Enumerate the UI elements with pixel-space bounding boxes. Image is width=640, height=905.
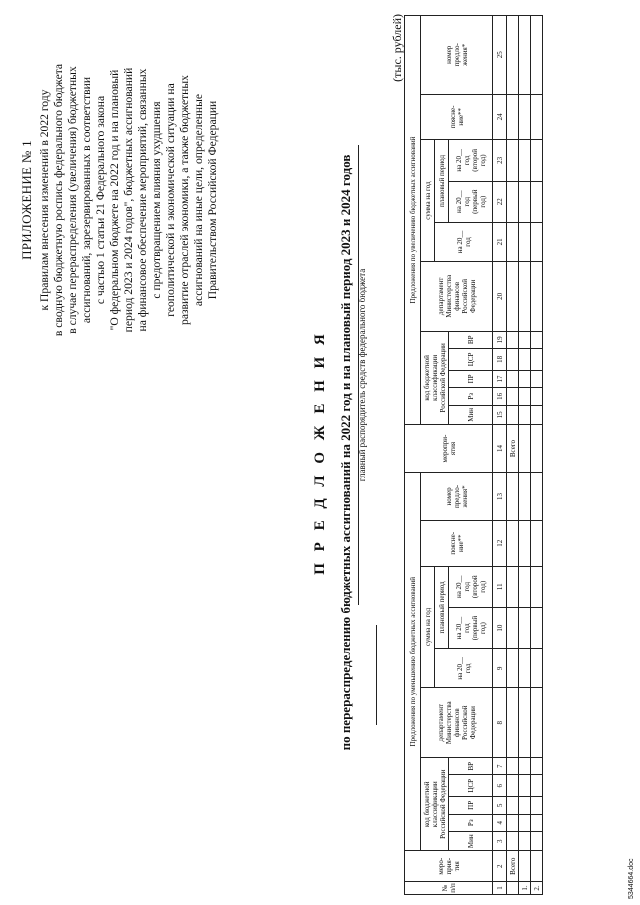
short-line [376,625,377,725]
appendix-line: ассигнований на иные цели, определенные [192,93,205,307]
header-dept-2: департамент Министерства финансов Российской Федерации [421,262,493,332]
total-label-2: Всего [507,425,519,473]
column-number: 15 [493,405,507,425]
document-subtitle: по перераспределению бюджетных ассигнований на 2022 год и на плановый период 2023 и 2024 годов [338,154,353,751]
column-number: 13 [493,472,507,520]
header-plan-year-2b: на 20__ год (второй год) [449,140,493,181]
column-number: 5 [493,797,507,814]
column-number: 20 [493,262,507,332]
header-rz: Рз [449,814,493,831]
appendix-block [20,30,220,370]
header-dept: департамент Министерства финансов Российской Федерации [421,688,493,758]
column-number: 22 [493,181,507,222]
header-kbk-2: код бюджетной классификации Российской Федерации [421,331,449,425]
document-title: П Р Е Д Л О Ж Е Н И Я [312,330,328,575]
appendix-line: в сводную бюджетную роспись федерального бюджета [52,63,65,337]
column-number: 10 [493,607,507,648]
column-number: 16 [493,388,507,405]
header-kbk: код бюджетной классификации Российской Федерации [421,758,449,852]
appendix-title: ПРИЛОЖЕНИЕ № 1 [19,140,34,260]
column-number: 9 [493,649,507,688]
column-number: 24 [493,94,507,140]
cell [507,881,519,894]
column-number: 11 [493,566,507,607]
header-increase: Предложения по увеличению бюджетных ассигнований [405,16,421,425]
header-pr-2: ПР [449,370,493,387]
file-name: 5344664.doc [628,858,635,899]
proposals-table [404,15,543,895]
appendix-line: в случае перераспределения (увеличения) бюджетных [66,66,79,334]
header-event-2: меропри- ятия [405,425,493,473]
header-rz-2: Рз [449,388,493,405]
header-explanation-2: поясне- ние** [421,94,493,140]
units-label: (тыс. рублей) [390,14,404,82]
header-plan-year-1: на 20__ год (первый год) [449,607,493,648]
header-plan-year-2: на 20__ год (второй год) [449,566,493,607]
header-plan-year-1b: на 20__ год (первый год) [449,181,493,222]
header-sum: сумма на год [421,566,435,688]
column-number: 2 [493,851,507,881]
header-explanation: поясне- ние** [421,520,493,566]
total-label: Всего [507,851,519,881]
column-number: 18 [493,349,507,371]
column-number: 21 [493,222,507,261]
header-event: меро- прия- тия [405,851,493,881]
header-min: Мин [449,831,493,851]
header-plan: плановый период [435,566,449,649]
column-number: 3 [493,831,507,851]
appendix-line: Правительством Российской Федерации [206,100,219,300]
header-sum-2: сумма на год [421,140,435,262]
row-number: 2. [531,881,543,894]
column-number: 14 [493,425,507,473]
header-pr: ПР [449,797,493,814]
header-no: № п/п [405,881,493,894]
header-decrease: Предложения по уменьшению бюджетных ассигнований [405,472,421,851]
row-number: 1. [519,881,531,894]
column-number: 7 [493,758,507,775]
header-year: на 20__ год [435,649,493,688]
appendix-line: геополитической и экономической ситуации на [164,83,177,317]
column-number: 1 [493,881,507,894]
appendix-line: с предотвращением влияния ухудшения [150,101,163,299]
header-proposal-num: номер предло- жения* [421,472,493,520]
appendix-line: с частью 1 статьи 21 Федерального закона [94,95,107,305]
appendix-line: ассигнований, зарезервированных в соответствии [80,76,93,324]
column-number: 19 [493,331,507,348]
column-number: 4 [493,814,507,831]
appendix-line: развитие отраслей экономики, а также бюджетных [178,75,191,325]
appendix-line: "О федеральном бюджете на 2022 год и на плановый [108,69,121,331]
appendix-line: период 2023 и 2024 годов", бюджетных ассигнований [122,67,135,333]
header-min-2: Мин [449,405,493,425]
header-csr-2: ЦСР [449,349,493,371]
column-number: 25 [493,16,507,95]
appendix-line: к Правилам внесения изменений в 2022 году [38,89,51,311]
column-number: 6 [493,775,507,797]
header-vr-2: ВР [449,331,493,348]
header-vr: ВР [449,758,493,775]
appendix-line: на финансовое обеспечение мероприятий, связанных [136,68,149,332]
header-csr: ЦСР [449,775,493,797]
column-number: 17 [493,370,507,387]
distributor-label: главный распорядитель средств федерального бюджета [357,268,367,482]
column-number: 12 [493,520,507,566]
column-number: 8 [493,688,507,758]
column-number: 23 [493,140,507,181]
header-proposal-num-2: номер предло- жения* [421,16,493,95]
header-plan-2: плановый период [435,140,449,223]
header-year-2: на 20__ год [435,222,493,261]
